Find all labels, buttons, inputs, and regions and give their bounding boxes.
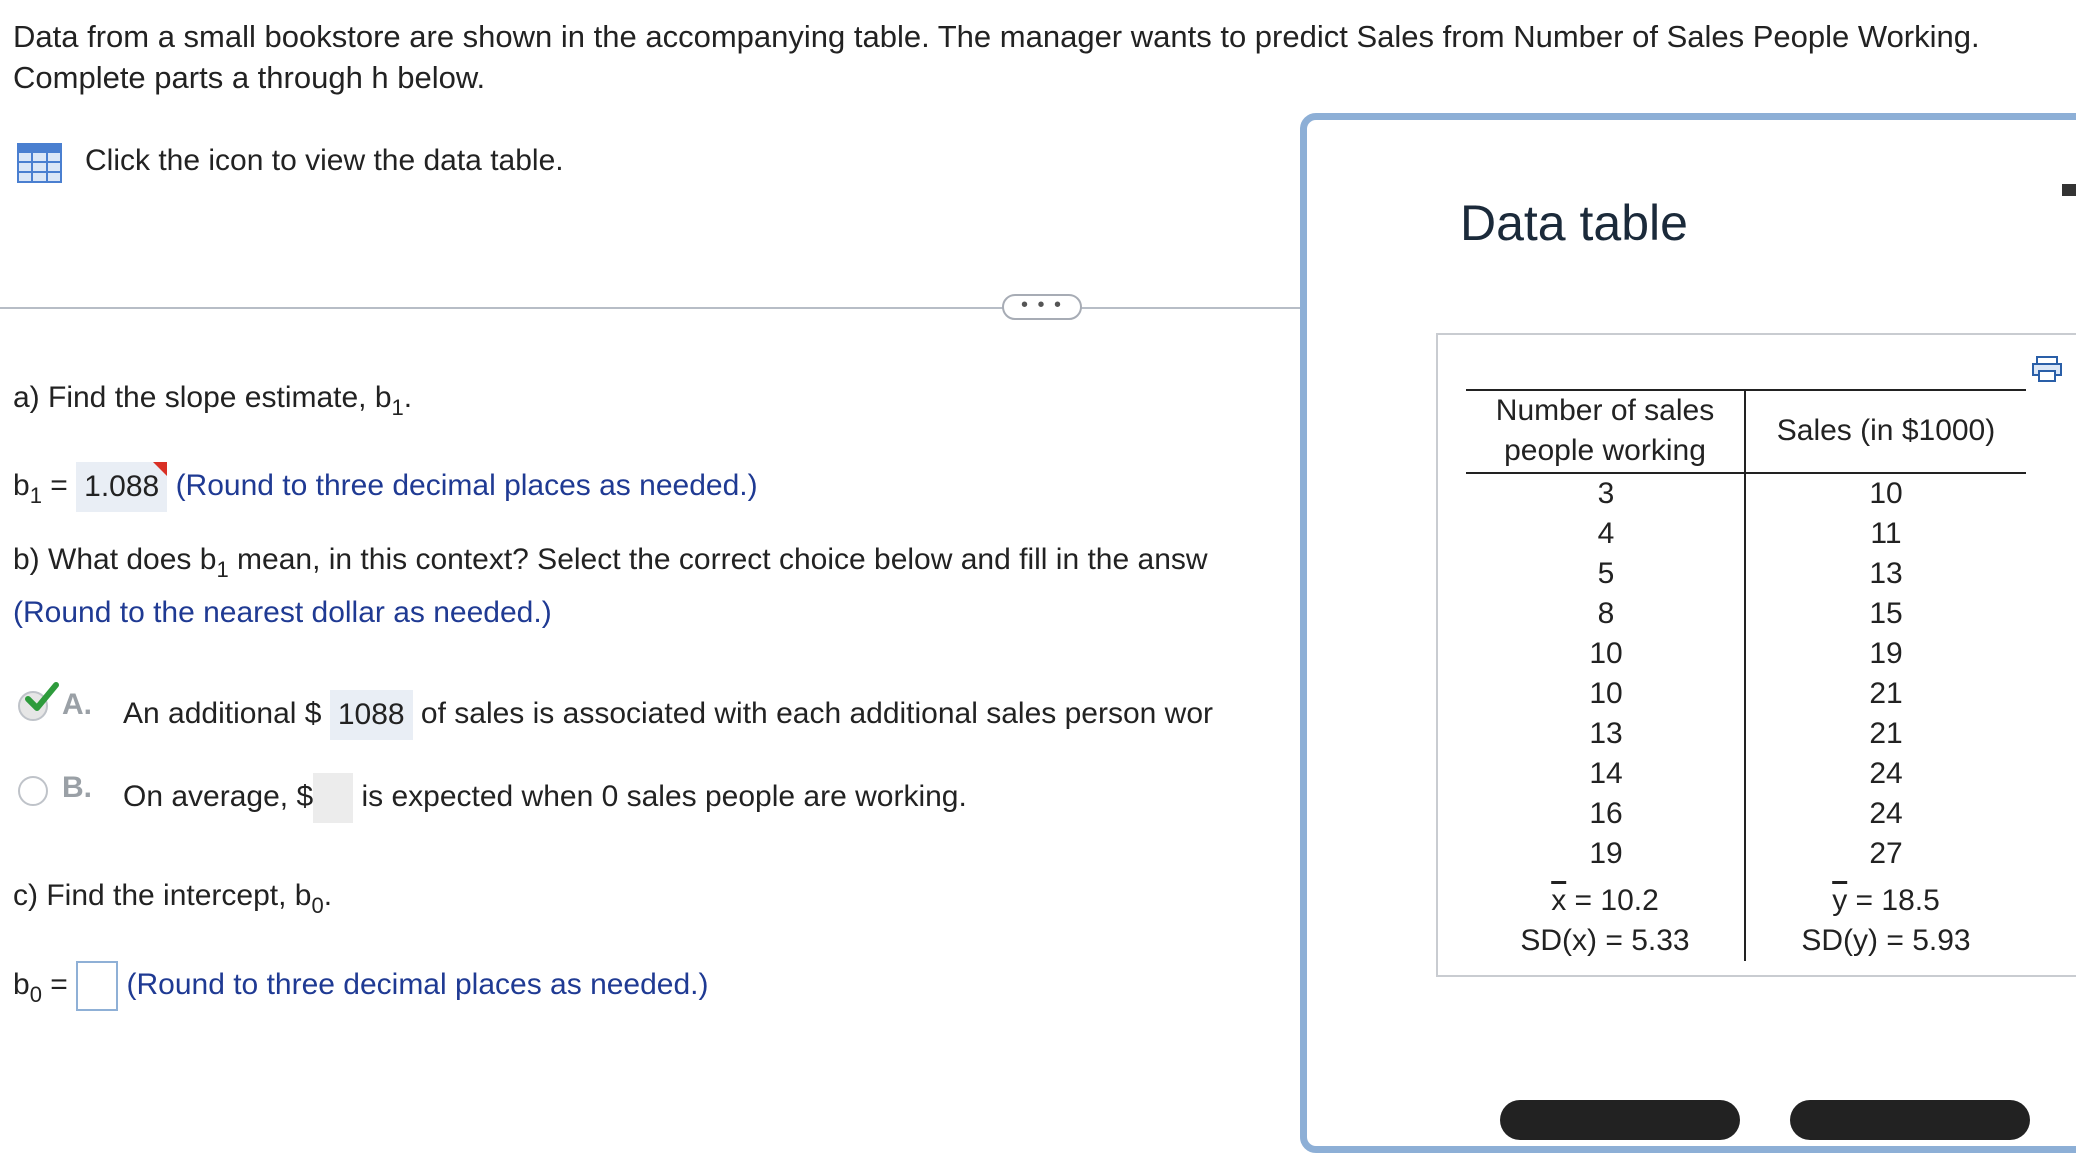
table-cell: 14 — [1589, 757, 1623, 790]
table-cell: 10 — [1589, 637, 1623, 670]
choice-a-answer-value: 1088 — [337, 698, 405, 732]
choice-a-text-before: An additional $ — [123, 697, 330, 730]
table-cell: 8 — [1597, 597, 1615, 630]
xbar-value: = 10.2 — [1566, 884, 1659, 917]
table-cell: 21 — [1869, 677, 1903, 710]
table-cell: 13 — [1589, 717, 1623, 750]
part-b-question-sub: 1 — [216, 557, 229, 582]
part-a-eq: = — [41, 469, 77, 502]
part-a-question-text: a) Find the slope estimate, b — [13, 381, 392, 414]
part-c-eq: = — [41, 968, 77, 1001]
table-cell: 15 — [1869, 597, 1903, 630]
part-c-var: b — [13, 968, 30, 1001]
part-a-answer-value: 1.088 — [84, 470, 160, 504]
table-cell: 4 — [1597, 517, 1615, 550]
part-b-question-start: b) What does b — [13, 543, 217, 576]
choice-a-letter: A. — [62, 688, 92, 721]
part-a-question — [13, 380, 412, 418]
part-b-hint: (Round to the nearest dollar as needed.) — [13, 596, 552, 629]
choice-b-letter: B. — [62, 771, 92, 804]
part-c-question-end: . — [323, 879, 333, 912]
part-a-var: b — [13, 469, 30, 502]
xbar-stat — [1466, 881, 1744, 921]
part-c-var-sub: 0 — [29, 982, 42, 1007]
table-cell: 21 — [1869, 717, 1903, 750]
table-cell: 24 — [1869, 757, 1903, 790]
table-row — [1466, 594, 2026, 634]
sdy-stat: SD(y) = 5.93 — [1801, 924, 1971, 957]
part-b-question — [13, 542, 1208, 580]
table-grid-icon[interactable] — [17, 143, 62, 183]
table-row — [1466, 514, 2026, 554]
part-c-question-sub: 0 — [311, 893, 324, 918]
col2-header: Sales (in $1000) — [1776, 414, 1996, 447]
table-cell: 24 — [1869, 797, 1903, 830]
table-cell: 10 — [1589, 677, 1623, 710]
xbar-symbol: $\overline{x}$ — [1551, 884, 1567, 917]
section-divider — [0, 307, 1300, 309]
panel-resize-handle[interactable] — [2062, 184, 2076, 196]
check-icon — [24, 681, 60, 715]
part-a-question-sub: 1 — [391, 395, 404, 420]
part-c-question-text: c) Find the intercept, b — [13, 879, 312, 912]
choice-b-answer-field[interactable] — [313, 773, 353, 823]
table-row — [1466, 794, 2026, 834]
choice-b-text-after: is expected when 0 sales people are working. — [353, 780, 967, 813]
intro-line-1: Data from a small bookstore are shown in the accompanying table. The manager wants to predict Sales from Number of Sales People Working. — [13, 19, 1980, 54]
panel-action-button-1[interactable] — [1500, 1100, 1740, 1140]
col1-header-line2: people working — [1504, 434, 1706, 467]
col1-header-line1: Number of sales — [1495, 394, 1715, 427]
table-cell: 19 — [1869, 637, 1903, 670]
ybar-symbol: $\overline{y}$ — [1832, 884, 1848, 917]
print-icon[interactable] — [2032, 356, 2062, 382]
table-body — [1466, 474, 2026, 874]
part-a-answer-field[interactable] — [76, 462, 167, 512]
part-a-var-sub: 1 — [29, 483, 42, 508]
part-a-hint: (Round to three decimal places as needed.) — [175, 469, 758, 502]
intro-line-2: Complete parts a through h below. — [13, 60, 486, 95]
incorrect-flag-icon — [153, 462, 167, 476]
table-row — [1466, 674, 2026, 714]
table-row — [1466, 714, 2026, 754]
part-c-hint: (Round to three decimal places as needed.) — [126, 968, 709, 1001]
choice-a-text[interactable] — [123, 689, 1298, 740]
choice-a-radio[interactable] — [18, 689, 48, 719]
panel-action-button-2[interactable] — [1790, 1100, 2030, 1140]
part-b-question-end: mean, in this context? Select the correct choice below and fill in the answ — [228, 543, 1208, 576]
sdx-stat: SD(x) = 5.33 — [1520, 924, 1690, 957]
part-a-answer-row — [13, 461, 758, 513]
table-row — [1466, 634, 2026, 674]
ybar-value: = 18.5 — [1847, 884, 1940, 917]
table-cell: 10 — [1869, 477, 1903, 510]
table-row — [1466, 754, 2026, 794]
table-cell: 11 — [1870, 517, 1902, 550]
part-c-answer-row — [13, 960, 709, 1012]
table-row — [1466, 554, 2026, 594]
table-cell: 5 — [1597, 557, 1615, 590]
table-cell: 13 — [1869, 557, 1903, 590]
choice-b-radio[interactable] — [18, 776, 48, 806]
ybar-stat — [1746, 881, 2026, 921]
part-c-answer-field[interactable] — [76, 961, 118, 1011]
choice-b-text-before: On average, $ — [123, 780, 314, 813]
part-c-question — [13, 878, 332, 916]
table-cell: 3 — [1597, 477, 1615, 510]
table-cell: 16 — [1589, 797, 1623, 830]
problem-intro — [13, 16, 2073, 98]
part-a-question-end: . — [403, 381, 413, 414]
more-button[interactable]: • • • — [1002, 294, 1082, 320]
data-table-title: Data table — [1460, 195, 1688, 251]
view-data-table-link[interactable]: Click the icon to view the data table. — [85, 144, 564, 177]
table-row — [1466, 834, 2026, 874]
table-row — [1466, 474, 2026, 514]
choice-a-text-after: of sales is associated with each additional sales person wor — [412, 697, 1214, 730]
table-cell: 27 — [1869, 837, 1903, 870]
choice-b-text[interactable] — [123, 772, 967, 823]
table-cell: 19 — [1589, 837, 1623, 870]
choice-a-answer-field[interactable] — [330, 690, 413, 740]
